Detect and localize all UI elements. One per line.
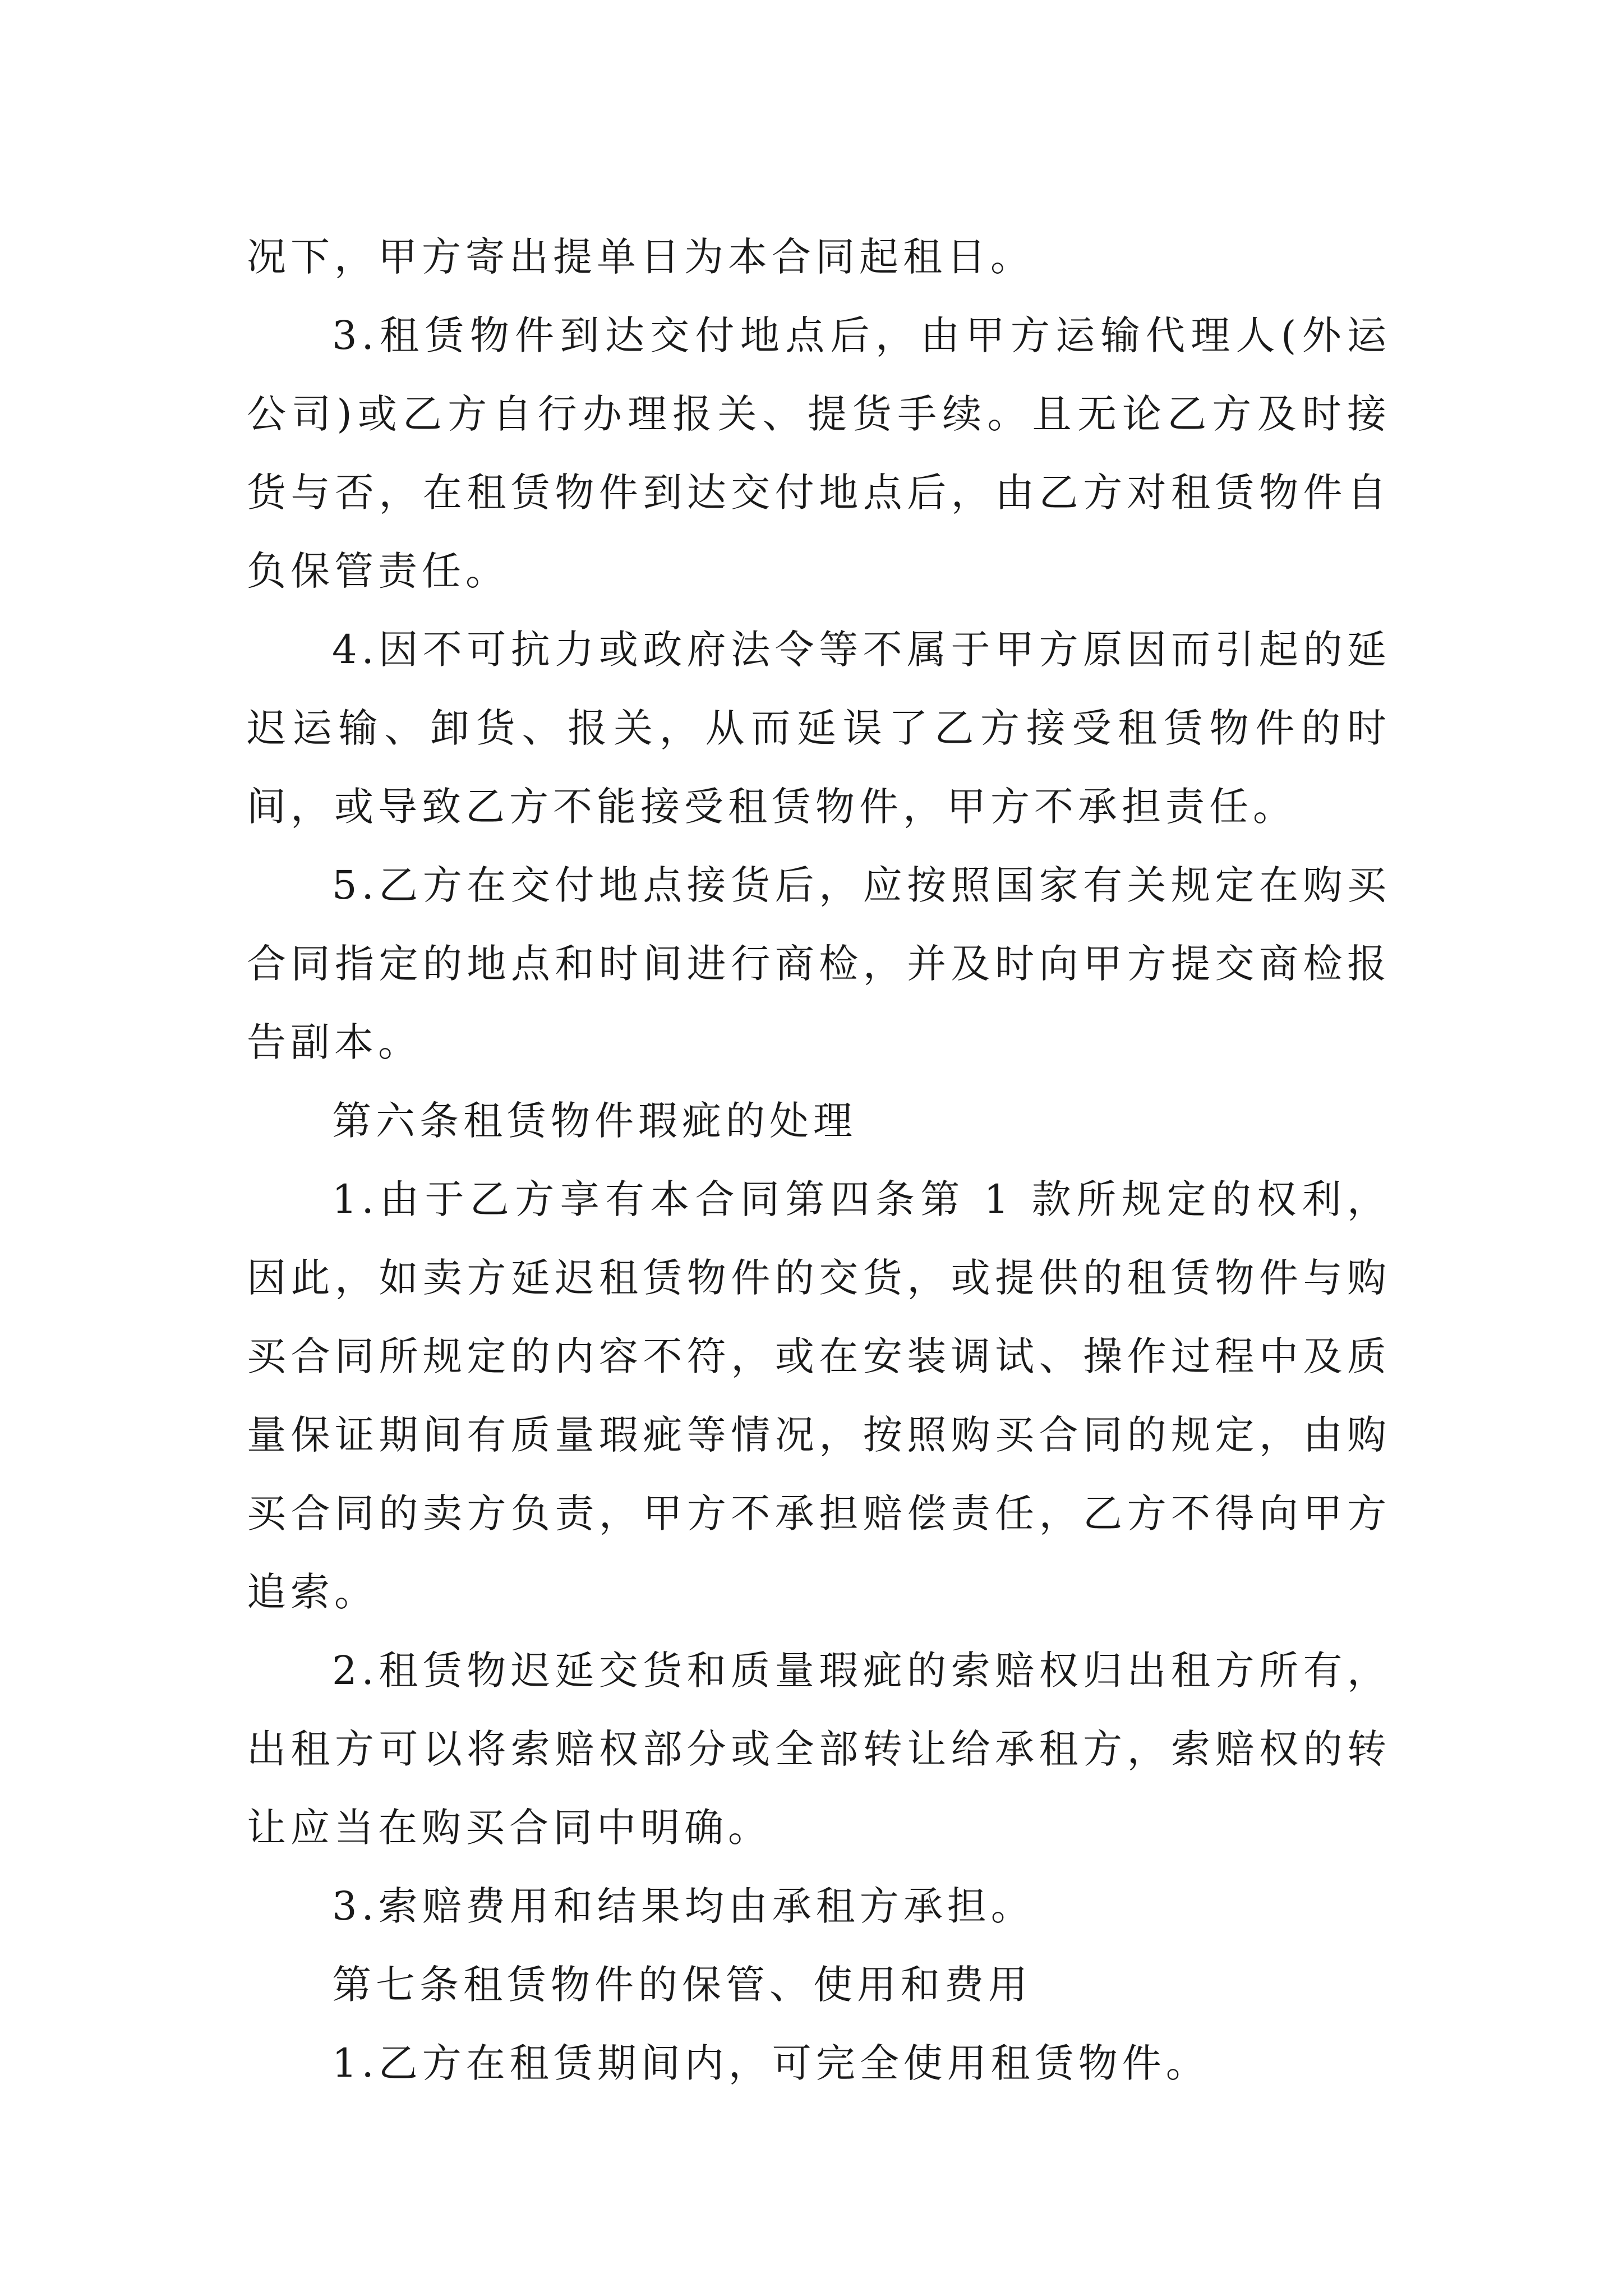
paragraph-clause-7-1: 1.乙方在租赁期间内，可完全使用租赁物件。 <box>332 2040 1210 2086</box>
paragraph-clause-6-1: 1.由于乙方享有本合同第四条第 1 款所规定的权利，因此，如卖方延迟租赁物件的交货，或提供的租赁物件与购买合同所规定的内容不符，或在安装调试、操作过程中及质量保证期间有质量瑕疵等情况，按照购买合同的规定，由购买合同的卖方负责，甲方不承担赔偿责任，乙方不得向甲方追索。 <box>247 1176 1391 1615</box>
article-6-heading: 第六条租赁物件瑕疵的处理 <box>332 1098 857 1144</box>
paragraph-clause-6-3: 3.索赔费用和结果均由承租方承担。 <box>332 1883 1035 1929</box>
paragraph-clause-5-4: 4.因不可抗力或政府法令等不属于甲方原因而引起的延迟运输、卸货、报关，从而延误了乙方接受租赁物件的时间，或导致乙方不能接受租赁物件，甲方不承担责任。 <box>247 627 1391 830</box>
article-7-heading: 第七条租赁物件的保管、使用和费用 <box>332 1962 1032 2008</box>
paragraph-continuation: 况下，甲方寄出提单日为本合同起租日。 <box>247 234 1034 280</box>
paragraph-clause-5-3: 3.租赁物件到达交付地点后，由甲方运输代理人(外运公司)或乙方自行办理报关、提货手续。且无论乙方及时接货与否，在租赁物件到达交付地点后，由乙方对租赁物件自负保管责任。 <box>247 312 1391 594</box>
document-body <box>247 218 1391 2102</box>
paragraph-clause-5-5: 5.乙方在交付地点接货后，应按照国家有关规定在购买合同指定的地点和时间进行商检，并及时向甲方提交商检报告副本。 <box>247 862 1391 1065</box>
paragraph-clause-6-2: 2.租赁物迟延交货和质量瑕疵的索赔权归出租方所有，出租方可以将索赔权部分或全部转让给承租方，索赔权的转让应当在购买合同中明确。 <box>247 1648 1391 1851</box>
